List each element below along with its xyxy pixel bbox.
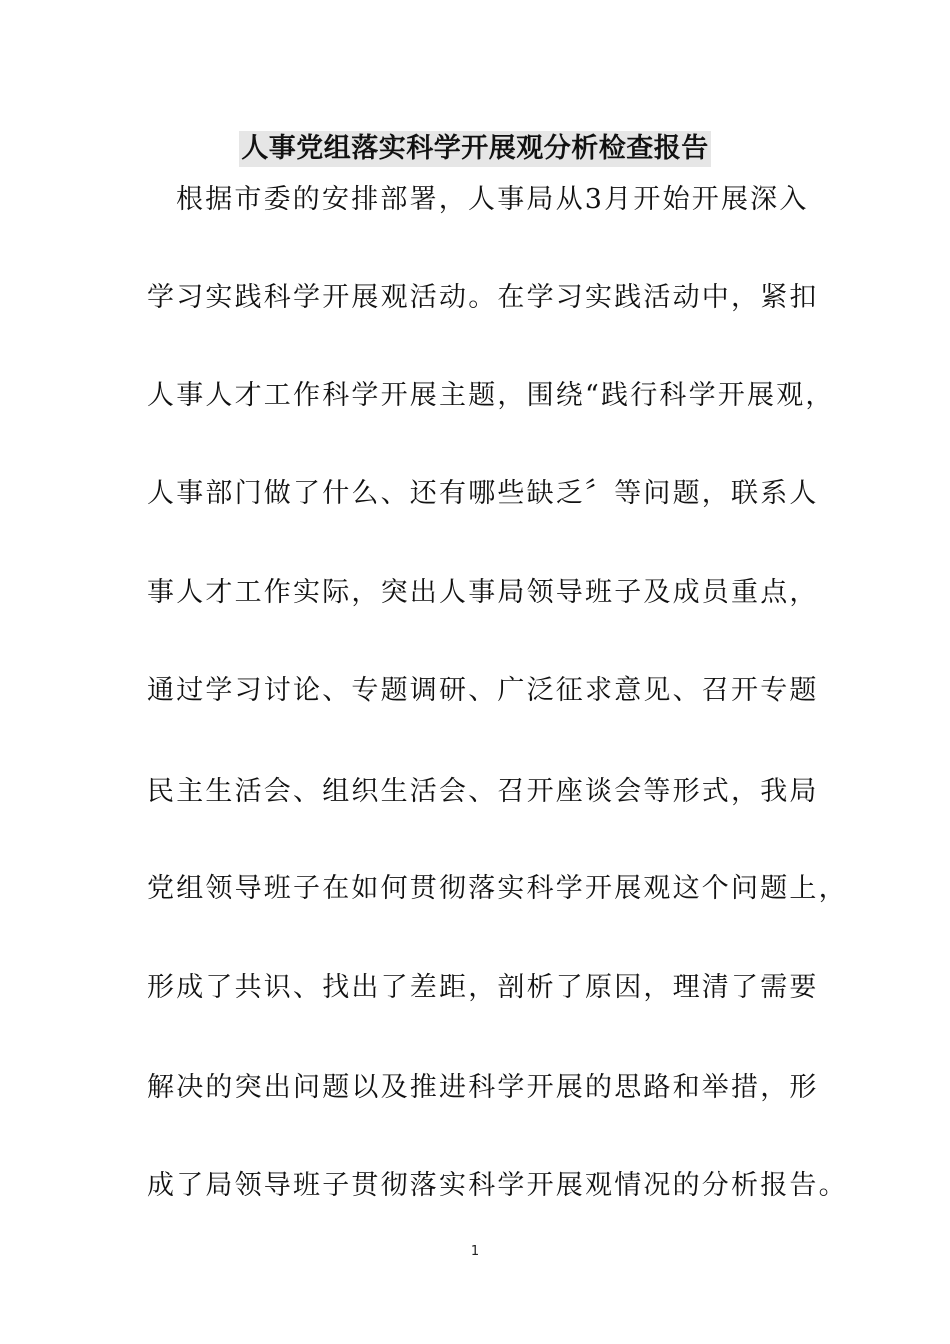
- title-container: [0, 131, 950, 167]
- document-title: 人事党组落实科学开展观分析检查报告: [239, 131, 711, 167]
- body-line-2: 学习实践科学开展观活动。在学习实践活动中，紧扣: [147, 282, 819, 313]
- body-line-4: 人事部门做了什么、还有哪些缺乏〞等问题，联系人: [147, 478, 819, 509]
- page-number: 1: [470, 1244, 480, 1259]
- body-line-7: 民主生活会、组织生活会、召开座谈会等形式，我局: [147, 776, 819, 807]
- body-line-8: 党组领导班子在如何贯彻落实科学开展观这个问题上，: [147, 873, 848, 904]
- body-line-3: 人事人才工作科学开展主题，围绕“践行科学开展观，: [147, 380, 835, 411]
- body-line-1: 根据市委的安排部署，人事局从3月开始开展深入: [176, 184, 809, 215]
- body-line-9: 形成了共识、找出了差距，剖析了原因，理清了需要: [147, 972, 819, 1003]
- body-line-6: 通过学习讨论、专题调研、广泛征求意见、召开专题: [147, 675, 819, 706]
- body-line-10: 解决的突出问题以及推进科学开展的思路和举措，形: [147, 1072, 819, 1103]
- body-line-11: 成了局领导班子贯彻落实科学开展观情况的分析报告。: [147, 1170, 848, 1201]
- body-line-5: 事人才工作实际，突出人事局领导班子及成员重点，: [147, 577, 819, 608]
